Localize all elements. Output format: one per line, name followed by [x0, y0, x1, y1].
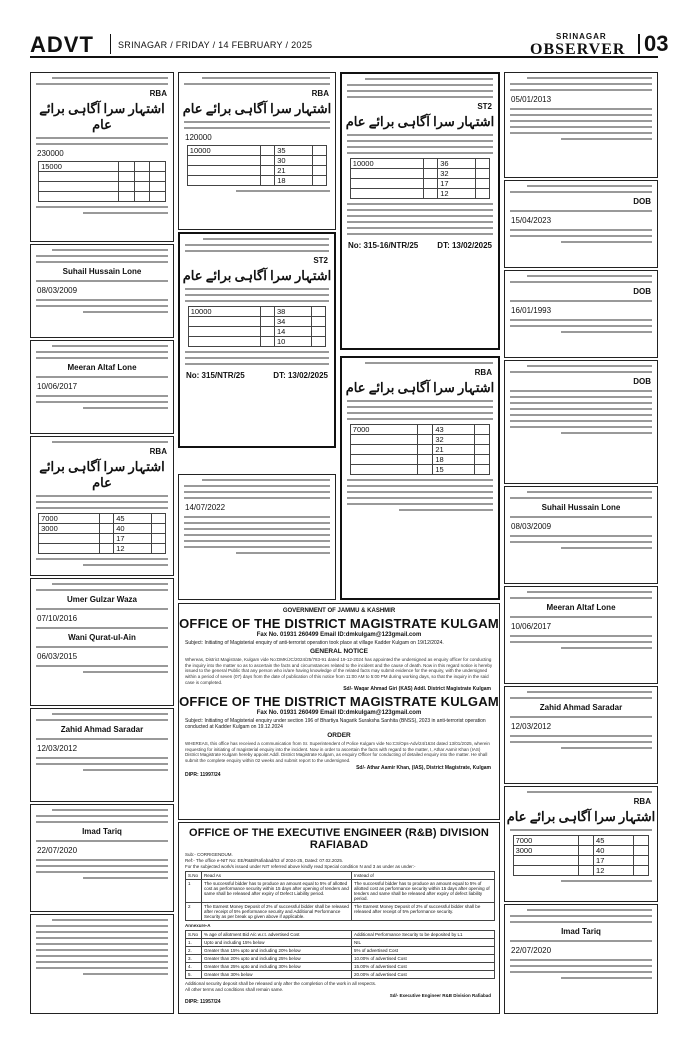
- brand-logo: OBSERVER: [530, 41, 626, 58]
- classified-ad: [30, 72, 174, 242]
- notice-ad: [178, 232, 336, 448]
- ad-person-name: Imad Tariq: [82, 827, 122, 836]
- notice-subject: Sub:- CORRIGENDUM.: [185, 852, 233, 857]
- ad-date: 22/07/2020: [37, 846, 78, 855]
- dipr-number: DIPR: 11997/24: [185, 771, 221, 778]
- classified-ad: [30, 708, 174, 802]
- ad-amount: 120000: [185, 133, 212, 142]
- notice-number: No: 315/NTR/25: [186, 371, 245, 380]
- ad-person-name: Zahid Ahmad Saradar: [60, 725, 144, 734]
- classified-ad: [504, 270, 658, 358]
- ad-date: 10/06/2017: [37, 382, 78, 391]
- ad-tag: ST2: [313, 256, 328, 265]
- ad-tag: RBA: [311, 89, 329, 98]
- ad-date: 08/03/2009: [511, 522, 552, 531]
- notice-signature: Sd/- Waqar Ahmad Giri (KAS) Addl. District Magistrate Kulgam: [343, 686, 491, 693]
- header-divider: [110, 34, 111, 54]
- classified-ad: [30, 914, 174, 1014]
- ad-person-name: Imad Tariq: [561, 927, 601, 936]
- executive-engineer-notice: [178, 822, 500, 1014]
- notice-date: DT: 13/02/2025: [437, 241, 492, 250]
- ad-date: 16/01/1993: [511, 306, 552, 315]
- notice-number: No: 315-16/NTR/25: [348, 241, 419, 250]
- family-table: 10000 38 34 14 10: [188, 306, 327, 347]
- dateline: SRINAGAR / FRIDAY / 14 FEBRUARY / 2025: [118, 40, 313, 50]
- notice-signature: Sd/- Athar Aamir Khan, (IAS), District Magistrate, Kulgam: [356, 764, 491, 771]
- ad-person-name: Meeran Altaf Lone: [67, 363, 137, 372]
- ad-heading: اشتہار سرا آگاہی برائے عام: [345, 114, 495, 129]
- ad-heading: اشتہار سرا آگاہی برائے عام: [39, 101, 165, 132]
- notice-contact: Fax No. 01931 260499 Email ID:dmkulgam@123gmail.com: [256, 632, 422, 638]
- table-header: Instead of: [352, 872, 495, 880]
- notice-body: WHEREAS, this office has received a communication from Sr. Superintendent of Police Kulgam vide No:CS/Ops-Adv/24/1634 dated 13/01/2025, wherein requesting for initiating of magisterial enquiry into the incident. Now in order to ascertain the facts with regard to the matter, I, Athar Aamir Khan (IAS) District Magistrate Kulgam hereby appoint Addl. District Magistrate Kulgam, as enquiry Officer for conducting of detailed enquiry into the matter. He shall submit the complete enquiry within 02 weeks and submit report to the undersigned.: [185, 741, 490, 763]
- brand-city: SRINAGAR: [556, 32, 607, 41]
- family-table: 7000 45 3000 40 17 12: [38, 513, 166, 554]
- notice-title: OFFICE OF THE DISTRICT MAGISTRATE KULGAM: [179, 694, 499, 710]
- notice-heading: ORDER: [327, 732, 351, 740]
- family-table: 10000 35 30 21 18: [187, 145, 327, 186]
- notice-signature: Sd/- Executive Engineer R&B Division Rafiabad: [389, 993, 491, 998]
- family-table: 7000 45 3000 40 17 12: [513, 835, 650, 876]
- ad-person-name: Meeran Altaf Lone: [546, 603, 616, 612]
- table-row: 2. Greater than 15% upto and including 20% below 5% of advertised Cost: [186, 947, 495, 955]
- table-cell: The successful bidder has to produce an amount equal to 5% of allotted cost as performance security within 15 days after opening of tenders and same shall be released after expiry of Defect Liability period.: [202, 880, 352, 903]
- ad-date: 05/01/2013: [511, 95, 552, 104]
- notice-title: OFFICE OF THE EXECUTIVE ENGINEER (R&B) DIVISION RAFIABAD: [189, 827, 489, 851]
- classified-ad: [30, 578, 174, 706]
- classified-ad: [504, 686, 658, 784]
- ad-tag: RBA: [149, 447, 167, 456]
- ad-date: 08/03/2009: [37, 286, 78, 295]
- header-divider-right: [638, 34, 640, 54]
- table-cell: 15000: [39, 162, 119, 172]
- classified-ad: [504, 486, 658, 584]
- ad-person-name: Umer Gulzar Waza: [67, 595, 137, 604]
- notice-reference: Ref:- The office e-NIT No: EE/R&B/Rafiabad/53 of 2024-25, Dated: 07.02.2025.: [185, 858, 344, 863]
- table-header: % age of allotment Bid A/c w.r.t. advertised Cost: [202, 931, 352, 939]
- table-row: 1. Upto and including 15% below NIL: [186, 939, 495, 947]
- classified-ad: [504, 72, 658, 178]
- footnote: All other terms and conditions shall remain same.: [185, 987, 284, 992]
- notice-contact: Fax No. 01931 260499 Email ID:dmkulgam@123gmail.com: [256, 710, 422, 717]
- annexure-table: [185, 930, 495, 979]
- ad-date: 06/03/2015: [37, 652, 78, 661]
- classified-ad: [504, 904, 658, 1014]
- government-label: GOVERNMENT OF JAMMU & KASHMIR: [282, 608, 396, 614]
- ad-heading: اشتہار سرا آگاہی برائے عام: [182, 268, 332, 283]
- classified-ad: [30, 804, 174, 912]
- ad-heading: اشتہار سرا آگاہی برائے عام: [345, 380, 495, 395]
- ad-heading: اشتہار سرا آگاہی برائے عام: [506, 809, 656, 824]
- table-header: Additional Performance Security to be deposited by L1: [352, 931, 495, 939]
- classified-ad: [340, 356, 500, 600]
- corrigendum-table: S.No Read As Instead of 1 The successful bidder has to produce an amount equal to 5% of allotted cost as performance security within 15 days after opening of tenders and same shall be released after expiry of Defect Liability period. The successful bidder has to produce an amount equal to 5% of allotted cost as performance security within 15 days after opening of tenders and same shall be released after expiry of defect liability period. 2 The Earnest Money Deposit of 2% of successful bidder shall be released after receipt of 5% performance security and Additional Performance Security as per break up given above if applicable. The Earnest Money Deposit of 2% of successful bidder shall be released after receipt of 5% performance security.: [185, 871, 495, 921]
- table-cell: The Earnest Money Deposit of 2% of successful bidder shall be released after receipt of 5% performance security and Additional Performance Security as per break up given above if applicable.: [202, 903, 352, 921]
- ad-person-name: Suhail Hussain Lone: [541, 503, 621, 512]
- notice-heading: GENERAL NOTICE: [309, 648, 369, 655]
- classified-ad: [504, 180, 658, 268]
- ad-tag: DOB: [633, 287, 651, 296]
- table-cell: The Earnest Money Deposit of 2% of successful bidder shall be released after receipt of 5% performance security.: [352, 903, 495, 921]
- ad-person-name: Suhail Hussain Lone: [62, 267, 142, 276]
- annexure-label: Annexure-A: [185, 923, 211, 928]
- ad-tag: ST2: [477, 102, 492, 111]
- table-row: 4. Greater than 25% upto and including 30% below 15.00% of advertised Cost: [186, 963, 495, 971]
- page-number: 03: [644, 31, 669, 56]
- table-header: Read As: [202, 872, 352, 880]
- ad-date: 22/07/2020: [511, 946, 552, 955]
- ad-heading: اشتہار سرا آگاہی برائے عام: [182, 101, 332, 116]
- ad-date: 10/06/2017: [511, 622, 552, 631]
- family-table: [38, 161, 166, 202]
- notice-subject: Subject: Initiating of Magisterial enquiry under section 196 of Bhartiya Nagarik Suraksha Sanhita (BNSS), 2023 in anti-terrorist operation conducted at Kadder Kulgam on 19.12.2024: [185, 718, 486, 731]
- table-row: 3. Greater than 20% upto and including 25% below 10.00% of advertised Cost: [186, 955, 495, 963]
- ad-tag: DOB: [633, 377, 651, 386]
- notice-body: Whereas, District Magistrate, Kulgam vide No:DMK/JC/2024/25/783-91 dated 19-12-2024 has appointed the undersigned as enquiry officer for conducting the inquiry into the matter so as to ascertain the facts and circumstances related to the incident and the cause of death. Now in this regard notice is hereby issued to the general Public that any person who is/are having knowledge of the related facts may submit evidence for the enquiry, with the undersigned within a period of seven (07) days from the date of publication of this notice from 11:00 AM to 5:00 PM during working days, so that the inquiry in the said case is completed.: [185, 657, 493, 685]
- table-row: 5. Greater than 30% below 20.00% of advertised Cost: [186, 971, 495, 979]
- table-header: S.No: [186, 872, 202, 880]
- ad-tag: RBA: [474, 368, 492, 377]
- notice-instruction: For the subjected work/s issued under NIT referred above kindly read Special condition N and 3 as under as under:-: [185, 864, 416, 869]
- footnote: Additional security deposit shall be released only after the completion of the work in all respects.: [185, 981, 377, 986]
- ad-tag: RBA: [149, 89, 167, 98]
- page-header: [30, 30, 669, 58]
- family-table: 7000 43 32 21 18 15: [350, 424, 490, 475]
- section-label: ADVT: [30, 32, 94, 57]
- classified-ad: [30, 244, 174, 338]
- ad-person-name: Wani Qurat-ul-Ain: [68, 633, 136, 642]
- ad-tag: DOB: [633, 197, 651, 206]
- notice-ad: [340, 72, 500, 350]
- classified-ad: [30, 340, 174, 434]
- ad-date: 07/10/2016: [37, 614, 78, 623]
- ad-tag: RBA: [633, 797, 651, 806]
- classified-ad: [178, 474, 336, 600]
- ad-person-name: Zahid Ahmad Saradar: [539, 703, 623, 712]
- ad-date: 12/03/2012: [37, 744, 78, 753]
- family-table: 10000 36 32 17 12: [350, 158, 490, 199]
- ad-date: 15/04/2023: [511, 216, 552, 225]
- ad-heading: اشتہار سرا آگاہی برائے عام: [39, 459, 165, 490]
- table-cell: The successful bidder has to produce an amount equal to 5% of allotted cost as performance security within 15 days after opening of tenders and same shall be released after expiry of defect liability period.: [352, 880, 495, 903]
- classified-ad: [504, 586, 658, 684]
- notice-date: DT: 13/02/2025: [273, 371, 328, 380]
- notice-title: OFFICE OF THE DISTRICT MAGISTRATE KULGAM: [179, 616, 499, 631]
- classified-ad: [178, 72, 336, 230]
- district-magistrate-notice: [178, 603, 500, 820]
- classified-ad: [30, 436, 174, 576]
- table-header: S.No: [186, 931, 202, 939]
- notice-subject: Subject: Initiating of Magisterial enquiry of anti-terrorist operation took place at village Kadder Kulgam on 19/12/2024.: [185, 640, 444, 646]
- classified-ad: [504, 786, 658, 902]
- classified-ad: [504, 360, 658, 484]
- ad-date: 12/03/2012: [511, 722, 552, 731]
- ad-date: 14/07/2022: [185, 503, 226, 512]
- ad-amount: 230000: [37, 149, 64, 158]
- dipr-number: DIPR: 11957/24: [185, 999, 221, 1005]
